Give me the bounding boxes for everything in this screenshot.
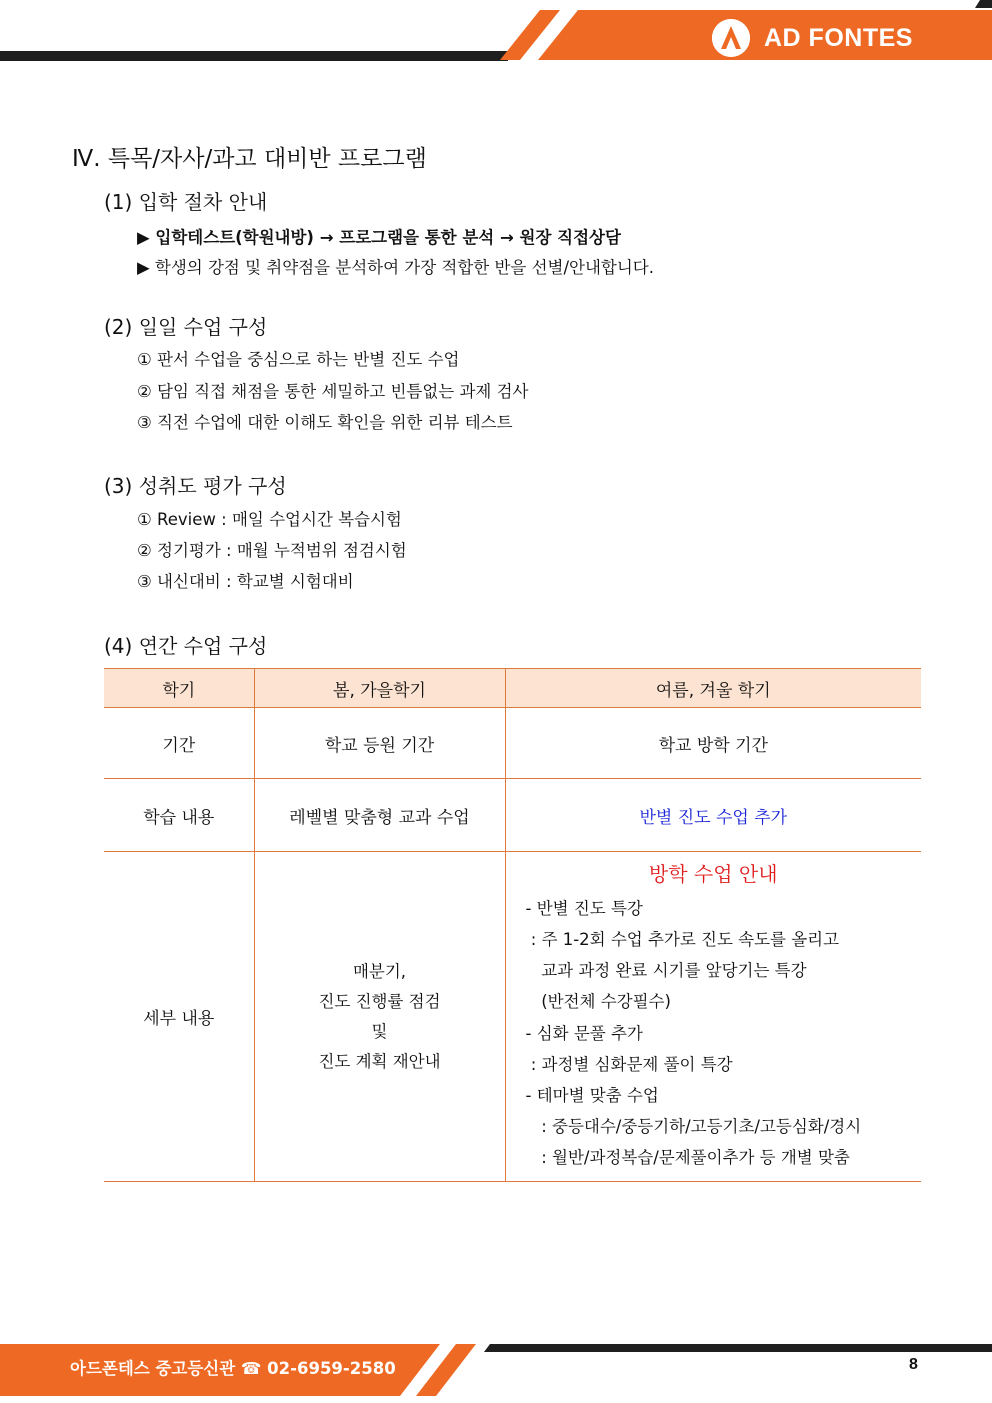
detail-summer-winter-line: - 테마별 맞춤 수업 <box>525 1085 659 1105</box>
table-row-period <box>104 708 921 779</box>
detail-summer-winter-line: - 반별 진도 특강 <box>525 898 643 918</box>
cell-content-summer-winter: 반별 진도 수업 추가 <box>505 779 921 852</box>
brand-logo <box>712 18 913 58</box>
detail-summer-winter-line: : 중등대수/중등기하/고등기초/고등심화/경시 <box>525 1117 862 1137</box>
detail-summer-winter-line: : 주 1-2회 수업 추가로 진도 속도를 올리고 <box>525 929 840 949</box>
admission-steps-line: ▶ 입학테스트(학원내방) → 프로그램을 통한 분석 → 원장 직접상담 <box>137 228 621 247</box>
evaluation-item-1: ① Review : 매일 수업시간 복습시험 <box>137 510 402 529</box>
daily-item-1: ① 판서 수업을 중심으로 하는 반별 진도 수업 <box>137 350 460 369</box>
detail-spring-fall-line: 진도 계획 재안내 <box>318 1051 441 1071</box>
header-cell-term: 학기 <box>104 669 254 708</box>
header-cell-summer-winter: 여름, 겨울 학기 <box>505 669 921 708</box>
row-label-content: 학습 내용 <box>104 779 254 852</box>
detail-summer-winter-line: : 월반/과정복습/문제풀이추가 등 개별 맞춤 <box>525 1148 850 1168</box>
evaluation-item-3: ③ 내신대비 : 학교별 시험대비 <box>137 572 354 591</box>
subsection-heading-evaluation: (3) 성취도 평가 구성 <box>104 474 287 498</box>
cell-period-summer-winter: 학교 방학 기간 <box>505 708 921 779</box>
vacation-class-title: 방학 수업 안내 <box>648 862 778 887</box>
cell-content-spring-fall: 레벨별 맞춤형 교과 수업 <box>254 779 505 852</box>
subsection-heading-admission: (1) 입학 절차 안내 <box>104 190 268 214</box>
table-row-detail <box>104 852 921 1182</box>
cell-period-spring-fall: 학교 등원 기간 <box>254 708 505 779</box>
table-header-row <box>104 669 921 708</box>
logo-mark-icon <box>712 19 750 57</box>
section-title: Ⅳ. 특목/자사/과고 대비반 프로그램 <box>72 146 427 172</box>
header-cell-spring-fall: 봄, 가을학기 <box>254 669 505 708</box>
daily-item-3: ③ 직전 수업에 대한 이해도 확인을 위한 리뷰 테스트 <box>137 413 513 432</box>
detail-summer-winter-line: (반전체 수강필수) <box>525 992 671 1012</box>
detail-spring-fall-line: 진도 진행률 점검 <box>318 991 441 1011</box>
detail-spring-fall-line: 매분기, <box>352 961 407 981</box>
detail-spring-fall-line: 및 <box>371 1021 388 1041</box>
logo-text: AD FONTES <box>764 23 913 52</box>
table-row-content <box>104 779 921 852</box>
daily-item-2: ② 담임 직접 채점을 통한 세밀하고 빈틈없는 과제 검사 <box>137 382 529 401</box>
footer-contact: 아드폰테스 중고등신관 ☎ 02-6959-2580 <box>70 1359 396 1378</box>
evaluation-item-2: ② 정기평가 : 매월 누적범위 점검시험 <box>137 541 407 560</box>
cell-detail-spring-fall <box>254 852 505 1182</box>
admission-note-line: ▶ 학생의 강점 및 취약점을 분석하여 가장 적합한 반을 선별/안내합니다. <box>137 258 654 277</box>
row-label-detail: 세부 내용 <box>104 852 254 1182</box>
annual-schedule-table <box>104 668 921 1182</box>
page-number: 8 <box>909 1356 918 1373</box>
subsection-heading-annual: (4) 연간 수업 구성 <box>104 634 268 658</box>
row-label-period: 기간 <box>104 708 254 779</box>
subsection-heading-daily: (2) 일일 수업 구성 <box>104 315 268 339</box>
detail-summer-winter-line: : 과정별 심화문제 풀이 특강 <box>525 1054 733 1074</box>
cell-detail-summer-winter <box>505 852 921 1182</box>
detail-summer-winter-line: 교과 과정 완료 시기를 앞당기는 특강 <box>525 961 807 981</box>
detail-summer-winter-line: - 심화 문풀 추가 <box>525 1023 643 1043</box>
